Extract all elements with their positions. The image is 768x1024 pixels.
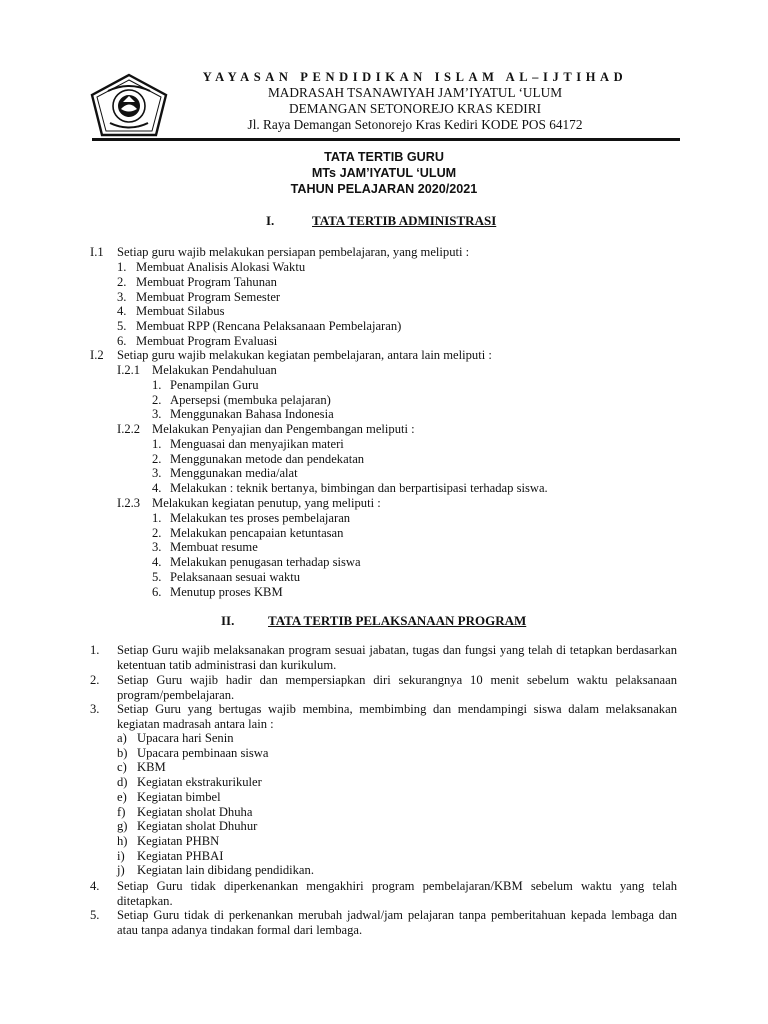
school-address: Jl. Raya Demangan Setonorejo Kras Kediri KODE POS 64172 [247, 117, 583, 132]
item-text: Upacara hari Senin [137, 731, 234, 745]
item-number: 4. [90, 879, 100, 893]
item-text: Menutup proses KBM [170, 585, 283, 599]
item-text: Membuat Analisis Alokasi Waktu [136, 260, 306, 274]
item-number: 6. [117, 334, 127, 348]
item-number: 4. [152, 481, 162, 495]
foundation-name: YAYASAN PENDIDIKAN ISLAM AL–IJTIHAD [202, 70, 628, 84]
item-number: i) [117, 849, 125, 863]
item-text: Kegiatan ekstrakurikuler [137, 775, 262, 789]
item-number: 1. [152, 437, 162, 451]
school-village: DEMANGAN SETONOREJO KRAS KEDIRI [288, 101, 542, 116]
item-text: Melakukan Pendahuluan [152, 363, 277, 377]
item-text: Upacara pembinaan siswa [137, 746, 269, 760]
item-number: 1. [90, 643, 100, 657]
item-text: Membuat Program Semester [136, 290, 281, 304]
item-number: 5. [152, 570, 162, 584]
item-number: 3. [152, 540, 162, 554]
item-text: Membuat RPP (Rencana Pelaksanaan Pembelajaran) [136, 319, 402, 333]
item-number: 2. [152, 393, 162, 407]
school-name: MADRASAH TSANAWIYAH JAM’IYATUL ‘ULUM [267, 85, 563, 100]
item-number: 4. [117, 304, 127, 318]
letterhead-divider [92, 138, 680, 141]
item-number: 3. [152, 466, 162, 480]
item-number: I.2 [90, 348, 104, 362]
item-text: Melakukan : teknik bertanya, bimbingan dan berpartisipasi terhadap siswa. [170, 481, 548, 495]
item-text: Melakukan Penyajian dan Pengembangan meliputi : [152, 422, 415, 436]
item-text: Kegiatan bimbel [137, 790, 221, 804]
item-number: a) [117, 731, 127, 745]
item-number: 1. [152, 378, 162, 392]
item-number: I.1 [90, 245, 104, 259]
item-number: 5. [90, 908, 100, 922]
section-2-number: II. [221, 613, 235, 628]
item-text: Melakukan kegiatan penutup, yang meliputi : [152, 496, 381, 510]
item-number: 4. [152, 555, 162, 569]
document-title: TATA TERTIB GURU [324, 150, 444, 164]
item-number: 1. [152, 511, 162, 525]
item-text: Kegiatan PHBN [137, 834, 220, 848]
item-number: 5. [117, 319, 127, 333]
item-number: b) [117, 746, 128, 760]
item-number: 2. [90, 673, 100, 687]
item-number: e) [117, 790, 127, 804]
item-number: 2. [152, 526, 162, 540]
item-text: Menggunakan media/alat [170, 466, 298, 480]
item-text: Kegiatan sholat Dhuha [137, 805, 253, 819]
item-text: Penampilan Guru [170, 378, 259, 392]
item-number: f) [117, 805, 126, 819]
item-number: I.2.3 [117, 496, 141, 510]
item-text: Membuat Program Tahunan [136, 275, 277, 289]
item-text: Kegiatan PHBAI [137, 849, 224, 863]
item-text: Membuat Program Evaluasi [136, 334, 278, 348]
item-text: Kegiatan lain dibidang pendidikan. [137, 863, 314, 877]
academic-year: TAHUN PELAJARAN 2020/2021 [290, 182, 478, 196]
item-text: Pelaksanaan sesuai waktu [170, 570, 301, 584]
item-text: KBM [137, 760, 166, 774]
item-text: Menggunakan Bahasa Indonesia [170, 407, 334, 421]
item-number: d) [117, 775, 128, 789]
item-number: 3. [117, 290, 127, 304]
item-text: Kegiatan sholat Dhuhur [137, 819, 258, 833]
item-number: I.2.1 [117, 363, 141, 377]
item-number: 2. [117, 275, 127, 289]
program-rule-1: Setiap Guru wajib melaksanakan program sesuai jabatan, tugas dan fungsi yang telah di tetapkan berdasarkan ketentuan tatib administrasi dan kurikulum. [117, 643, 677, 672]
item-number: c) [117, 760, 127, 774]
item-text: Menggunakan metode dan pendekatan [170, 452, 365, 466]
item-number: 3. [152, 407, 162, 421]
item-text: Setiap guru wajib melakukan persiapan pembelajaran, yang meliputi : [117, 245, 470, 259]
item-number: 3. [90, 702, 100, 716]
item-text: Apersepsi (membuka pelajaran) [170, 393, 331, 407]
section-1-number: I. [266, 213, 275, 228]
program-rule-3: Setiap Guru yang bertugas wajib membina, membimbing dan mendampingi siswa dalam melaksanakan kegiatan madrasah antara lain : [117, 702, 677, 731]
item-text: Membuat Silabus [136, 304, 225, 318]
program-rule-4: Setiap Guru tidak diperkenankan mengakhiri program pembelajaran/KBM sebelum waktu yang telah ditetapkan. [117, 879, 677, 908]
item-number: 2. [152, 452, 162, 466]
item-number: 1. [117, 260, 127, 274]
item-number: h) [117, 834, 128, 848]
item-text: Menguasai dan menyajikan materi [170, 437, 344, 451]
item-number: I.2.2 [117, 422, 141, 436]
item-number: g) [117, 819, 128, 833]
program-rule-2: Setiap Guru wajib hadir dan mempersiapkan diri sekurangnya 10 menit sebelum waktu pelaksanaan program/pembelajaran. [117, 673, 677, 702]
item-number: 6. [152, 585, 162, 599]
item-text: Setiap guru wajib melakukan kegiatan pembelajaran, antara lain meliputi : [117, 348, 492, 362]
item-text: Membuat resume [170, 540, 258, 554]
item-text: Melakukan penugasan terhadap siswa [170, 555, 361, 569]
program-rule-5: Setiap Guru tidak di perkenankan merubah jadwal/jam pelajaran tanpa pemberitahuan kepada lembaga dan atau tanpa adanya tindakan formal dari lembaga. [117, 908, 677, 937]
section-2-title: TATA TERTIB PELAKSANAAN PROGRAM [268, 613, 527, 628]
item-number: j) [117, 863, 125, 877]
item-text: Melakukan pencapaian ketuntasan [170, 526, 344, 540]
school-seal-logo [90, 73, 168, 139]
item-text: Melakukan tes proses pembelajaran [170, 511, 351, 525]
section-1-title: TATA TERTIB ADMINISTRASI [312, 213, 497, 228]
document-subtitle: MTs JAM’IYATUL ‘ULUM [311, 166, 457, 180]
